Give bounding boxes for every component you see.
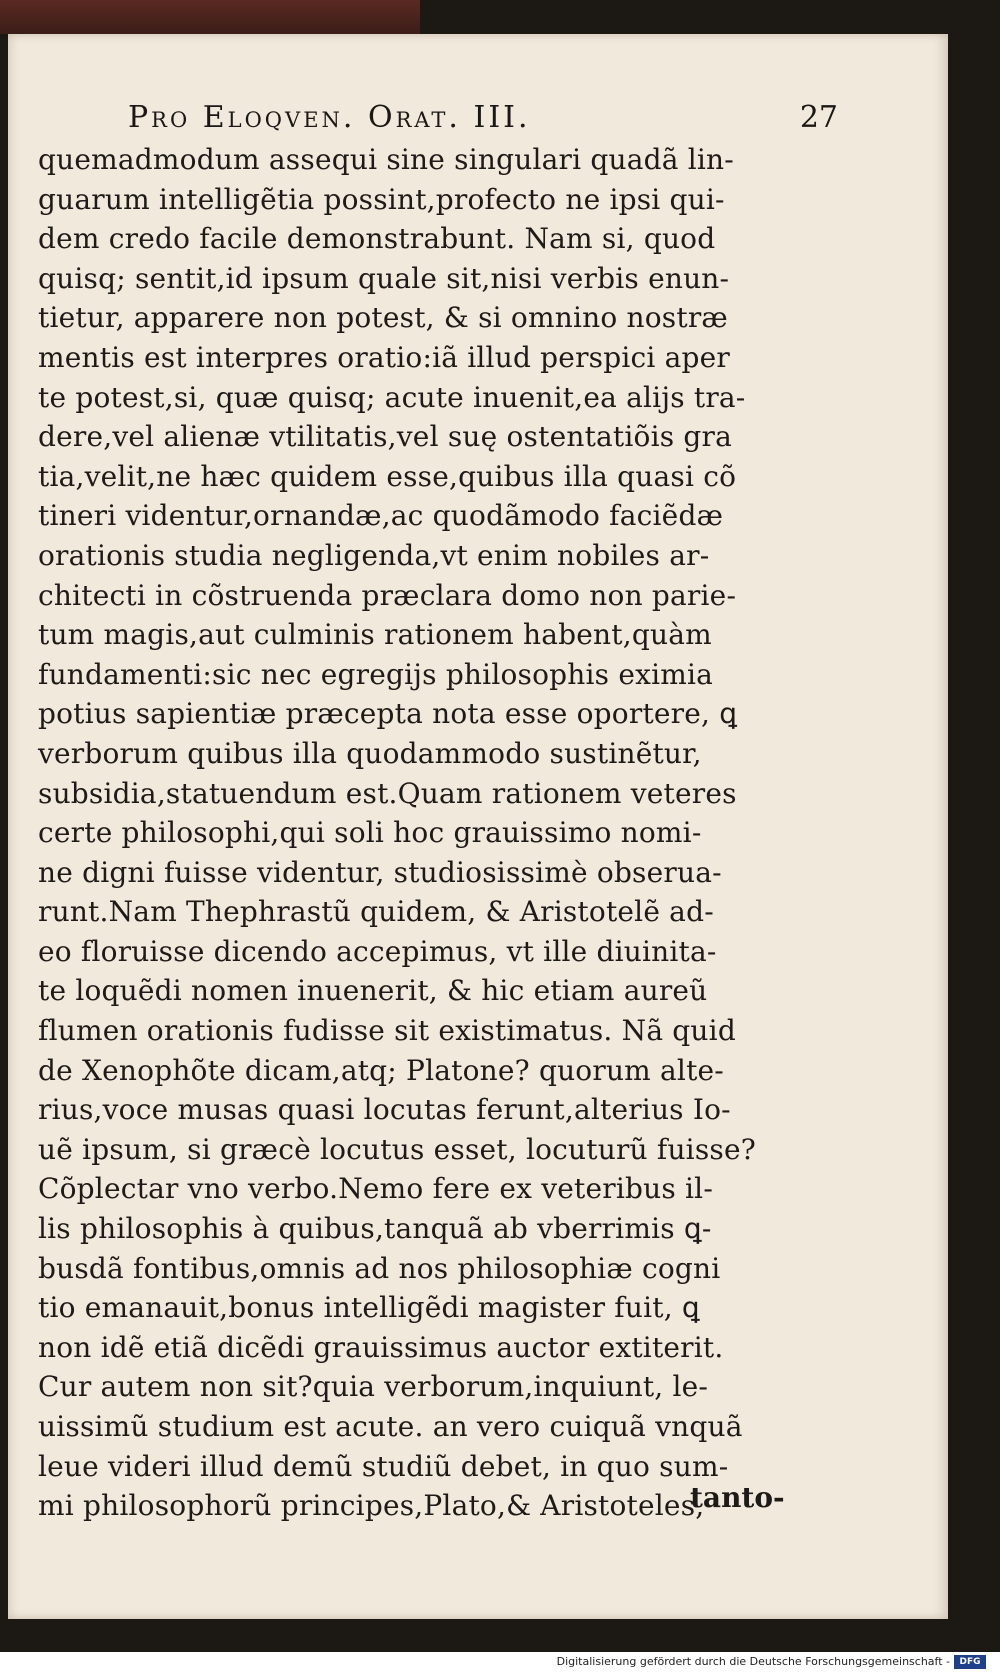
- text-line: flumen orationis fudisse sit existimatus. Nã quid: [38, 1014, 736, 1048]
- text-line: dem credo facile demonstrabunt. Nam si, quod: [38, 222, 716, 256]
- text-line: te potest,si, quæ quisq; acute inuenit,ea alijs tra-: [38, 380, 746, 414]
- text-line: uẽ ipsum, si græcè locutus esset, locuturũ fuisse?: [38, 1132, 756, 1166]
- book-page: [8, 34, 948, 1619]
- book-binding-edge: [0, 0, 420, 34]
- text-line: Cõplectar vno verbo.Nemo fere ex veteribus il-: [38, 1172, 713, 1206]
- text-line: dere,vel alienæ vtilitatis,vel suę ostentatiõis gra: [38, 420, 733, 454]
- text-line: potius sapientiæ præcepta nota esse oportere, ꝗ: [38, 697, 738, 731]
- text-line: quemadmodum assequi sine singulari quadã lin-: [38, 143, 734, 176]
- text-line: runt.Nam Thephrastũ quidem, & Aristotelẽ ad-: [38, 895, 714, 929]
- text-line: fundamenti:sic nec egregijs philosophis eximia: [38, 657, 714, 691]
- text-line: tineri videntur,ornandæ,ac quodãmodo faciẽdæ: [38, 499, 724, 533]
- text-line: orationis studia negligenda,vt enim nobiles ar-: [38, 538, 710, 572]
- body-text: [38, 140, 818, 1526]
- text-line: rius,voce musas quasi locutas ferunt,alterius Io-: [38, 1093, 731, 1127]
- text-line: de Xenophõte dicam,atq; Platone? quorum alte-: [38, 1053, 724, 1087]
- text-line: tietur, apparere non potest, & si omnino nostræ: [38, 301, 728, 335]
- catchword: tanto-: [690, 1481, 785, 1514]
- text-line: mentis est interpres oratio:iã illud perspici aper: [38, 340, 731, 374]
- dfg-logo-icon: DFG: [954, 1655, 986, 1669]
- text-line: uissimũ studium est acute. an vero cuiquã vnquã: [38, 1410, 743, 1443]
- text-line: busdã fontibus,omnis ad nos philosophiæ cogni: [38, 1251, 721, 1285]
- text-line: non idẽ etiã dicẽdi grauissimus auctor extiterit.: [38, 1330, 724, 1364]
- running-head: Pro Eloqven. Orat. III.: [128, 100, 531, 135]
- text-line: tum magis,aut culminis rationem habent,quàm: [38, 618, 712, 652]
- text-line: mi philosophorũ principes,Plato,& Aristoteles,: [38, 1489, 705, 1523]
- text-line: leue videri illud demũ studiũ debet, in quo sum-: [38, 1449, 729, 1483]
- text-line: quisq; sentit,id ipsum quale sit,nisi verbis enun-: [38, 261, 730, 295]
- text-line: tio emanauit,bonus intelligẽdi magister fuit, ꝗ: [38, 1291, 700, 1325]
- page-number: 27: [799, 100, 838, 135]
- text-line: subsidia,statuendum est.Quam rationem veteres: [38, 776, 737, 810]
- footer: [0, 1652, 1000, 1673]
- text-line: ne digni fuisse videntur, studiosissimè obserua-: [38, 855, 722, 889]
- text-line: te loquẽdi nomen inuenerit, & hic etiam aureũ: [38, 974, 708, 1008]
- text-line: eo floruisse dicendo accepimus, vt ille diuinita-: [38, 934, 717, 968]
- page-header: [128, 94, 838, 142]
- text-line: certe philosophi,qui soli hoc grauissimo nomi-: [38, 816, 702, 850]
- text-line: lis philosophis à quibus,tanquã ab vberrimis ꝗ-: [38, 1212, 712, 1246]
- text-line: verborum quibus illa quodammodo sustinẽtur,: [38, 736, 702, 770]
- footer-credit: Digitalisierung gefördert durch die Deutsche Forschungsgemeinschaft -: [556, 1655, 950, 1668]
- text-line: Cur autem non sit?quia verborum,inquiunt, le-: [38, 1370, 709, 1404]
- text-line: tia,velit,ne hæc quidem esse,quibus illa quasi cõ: [38, 459, 737, 493]
- text-line: guarum intelligẽtia possint,profecto ne ipsi qui-: [38, 182, 725, 216]
- text-line: chitecti in cõstruenda præclara domo non parie-: [38, 578, 737, 612]
